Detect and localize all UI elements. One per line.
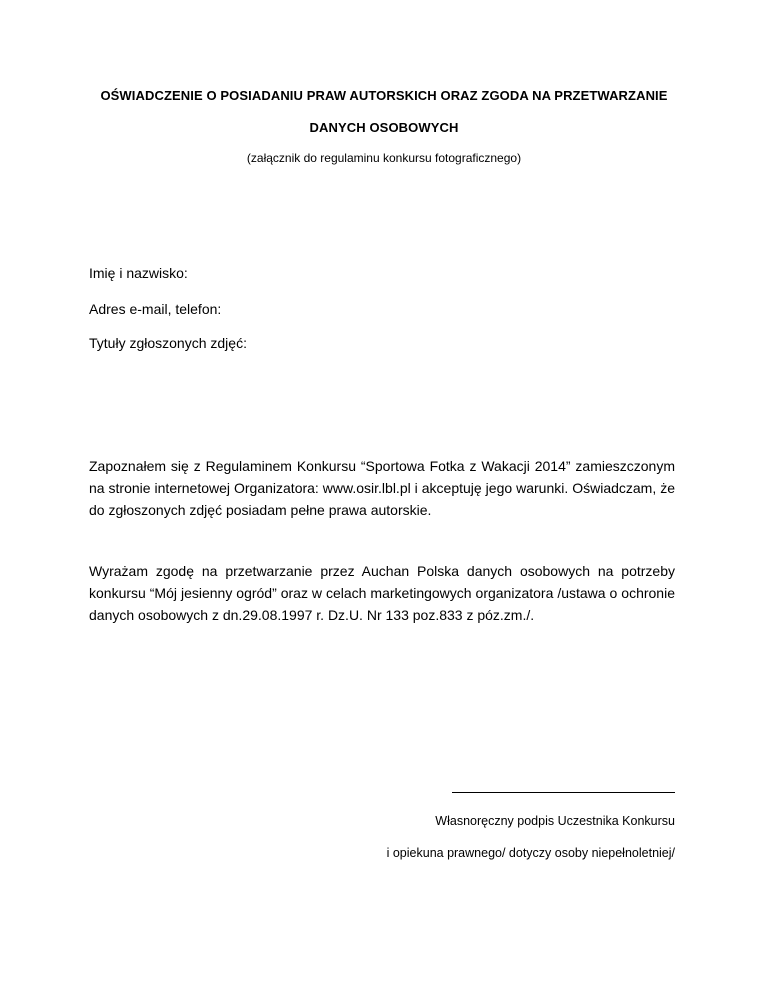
document-title-continued: DANYCH OSOBOWYCH: [309, 120, 459, 135]
consent-paragraph: Wyrażam zgodę na przetwarzanie przez Auchan Polska danych osobowych na potrzeby konkursu “Mój jesienny ogród” oraz w celach marketingowych organizatora /ustawa o ochronie danych osobowych z dn.29.08.1997 r. Dz.U. Nr 133 poz.833 z póz.zm./.: [89, 563, 675, 623]
name-field-label: Imię i nazwisko:: [89, 265, 188, 281]
declaration-paragraph: Zapoznałem się z Regulaminem Konkursu “Sportowa Fotka z Wakacji 2014” zamieszczonym na stronie internetowej Organizatora: www.osir.lbl.pl i akceptuję jego warunki. Oświadczam, że do zgłoszonych zdjęć posiadam pełne prawa autorskie.: [89, 458, 675, 518]
document-subtitle: (załącznik do regulaminu konkursu fotograficznego): [246, 151, 522, 165]
contact-field-label: Adres e-mail, telefon:: [89, 301, 222, 317]
photo-titles-field-label: Tytuły zgłoszonych zdjęć:: [89, 335, 247, 351]
document-title: OŚWIADCZENIE O POSIADANIU PRAW AUTORSKICH ORAZ ZGODA NA PRZETWARZANIE: [100, 88, 668, 103]
signature-line: [452, 792, 675, 793]
guardian-signature-caption: i opiekuna prawnego/ dotyczy osoby niepełnoletniej/: [386, 846, 675, 860]
signature-caption: Własnoręczny podpis Uczestnika Konkursu: [435, 814, 675, 828]
